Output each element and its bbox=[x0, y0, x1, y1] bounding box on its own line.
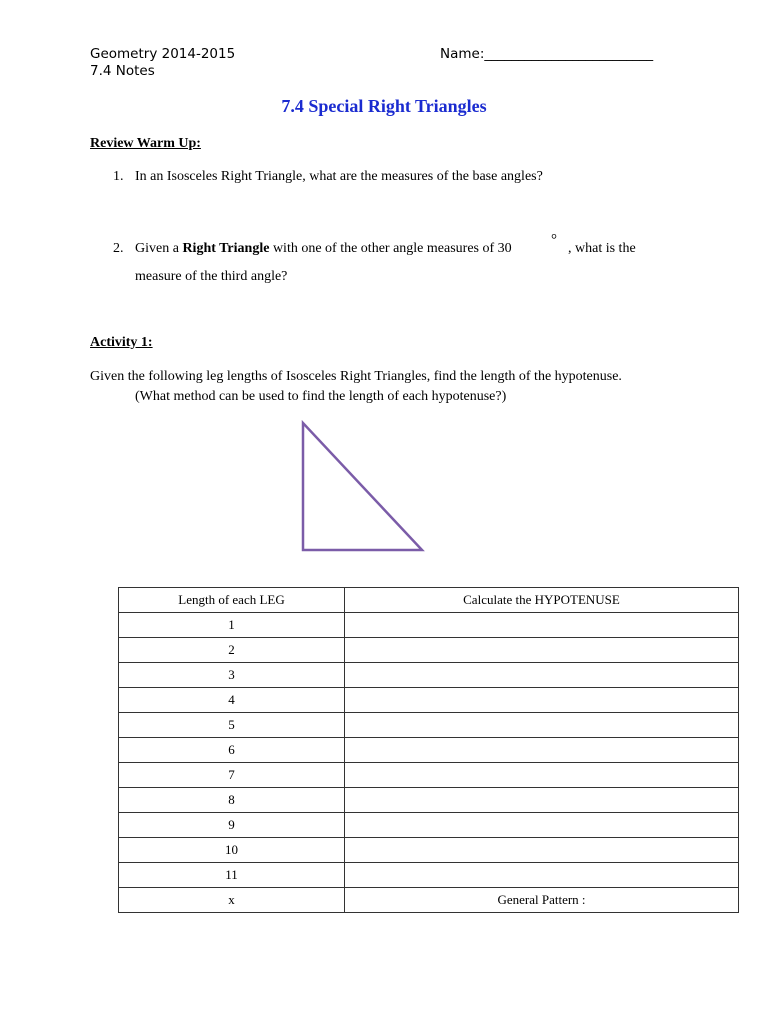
question-1-number: 1. bbox=[113, 169, 124, 184]
hypotenuse-answer-cell[interactable] bbox=[345, 663, 739, 688]
table-row bbox=[119, 863, 739, 888]
question-2-pre: Given a bbox=[135, 241, 183, 256]
warmup-heading: Review Warm Up: bbox=[90, 136, 201, 151]
table-row bbox=[119, 888, 739, 913]
triangle-shape bbox=[303, 423, 422, 550]
activity-question: (What method can be used to find the length of each hypotenuse?) bbox=[135, 389, 507, 404]
hypotenuse-answer-cell[interactable] bbox=[345, 813, 739, 838]
question-2-line2: measure of the third angle? bbox=[135, 269, 288, 284]
header-leg-length: Length of each LEG bbox=[119, 588, 345, 613]
name-field-label: Name:_________________________ bbox=[440, 46, 654, 62]
activity-instruction: Given the following leg lengths of Isosceles Right Triangles, find the length of the hypotenuse. bbox=[90, 369, 622, 384]
question-1-text: In an Isosceles Right Triangle, what are the measures of the base angles? bbox=[135, 169, 543, 184]
question-2-number: 2. bbox=[113, 241, 124, 256]
degree-symbol: ° bbox=[551, 232, 557, 248]
table-row bbox=[119, 838, 739, 863]
hypotenuse-answer-cell[interactable] bbox=[345, 638, 739, 663]
leg-length-cell: 6 bbox=[119, 738, 345, 763]
leg-length-cell: 9 bbox=[119, 813, 345, 838]
general-pattern-cell[interactable]: General Pattern : bbox=[345, 888, 739, 913]
table-row bbox=[119, 713, 739, 738]
hypotenuse-answer-cell[interactable] bbox=[345, 763, 739, 788]
table-row bbox=[119, 813, 739, 838]
hypotenuse-answer-cell[interactable] bbox=[345, 688, 739, 713]
leg-length-cell: 7 bbox=[119, 763, 345, 788]
leg-length-cell: 3 bbox=[119, 663, 345, 688]
table-row bbox=[119, 763, 739, 788]
leg-length-cell: 10 bbox=[119, 838, 345, 863]
leg-length-cell: x bbox=[119, 888, 345, 913]
hypotenuse-answer-cell[interactable] bbox=[345, 738, 739, 763]
hypotenuse-answer-cell[interactable] bbox=[345, 788, 739, 813]
table-row bbox=[119, 738, 739, 763]
isosceles-right-triangle bbox=[298, 418, 428, 556]
leg-length-cell: 4 bbox=[119, 688, 345, 713]
leg-length-cell: 1 bbox=[119, 613, 345, 638]
question-2-bold: Right Triangle bbox=[182, 241, 270, 256]
header-hypotenuse: Calculate the HYPOTENUSE bbox=[345, 588, 739, 613]
hypotenuse-answer-cell[interactable] bbox=[345, 613, 739, 638]
table-row bbox=[119, 663, 739, 688]
hypotenuse-answer-cell[interactable] bbox=[345, 838, 739, 863]
question-2-tail: , what is the bbox=[568, 241, 636, 256]
leg-length-cell: 11 bbox=[119, 863, 345, 888]
question-2 bbox=[113, 241, 512, 257]
table-row bbox=[119, 688, 739, 713]
table-row bbox=[119, 613, 739, 638]
table-row bbox=[119, 638, 739, 663]
course-title: Geometry 2014-2015 bbox=[90, 46, 236, 62]
leg-length-cell: 8 bbox=[119, 788, 345, 813]
hypotenuse-answer-cell[interactable] bbox=[345, 713, 739, 738]
hypotenuse-answer-cell[interactable] bbox=[345, 863, 739, 888]
hypotenuse-table bbox=[118, 587, 739, 913]
leg-length-cell: 5 bbox=[119, 713, 345, 738]
notes-label: 7.4 Notes bbox=[90, 63, 155, 79]
question-2-post: with one of the other angle measures of 30 bbox=[269, 241, 512, 256]
table-header-row bbox=[119, 588, 739, 613]
question-1 bbox=[113, 169, 543, 185]
activity-heading: Activity 1: bbox=[90, 335, 153, 350]
table-row bbox=[119, 788, 739, 813]
page-title: 7.4 Special Right Triangles bbox=[281, 96, 487, 116]
leg-length-cell: 2 bbox=[119, 638, 345, 663]
